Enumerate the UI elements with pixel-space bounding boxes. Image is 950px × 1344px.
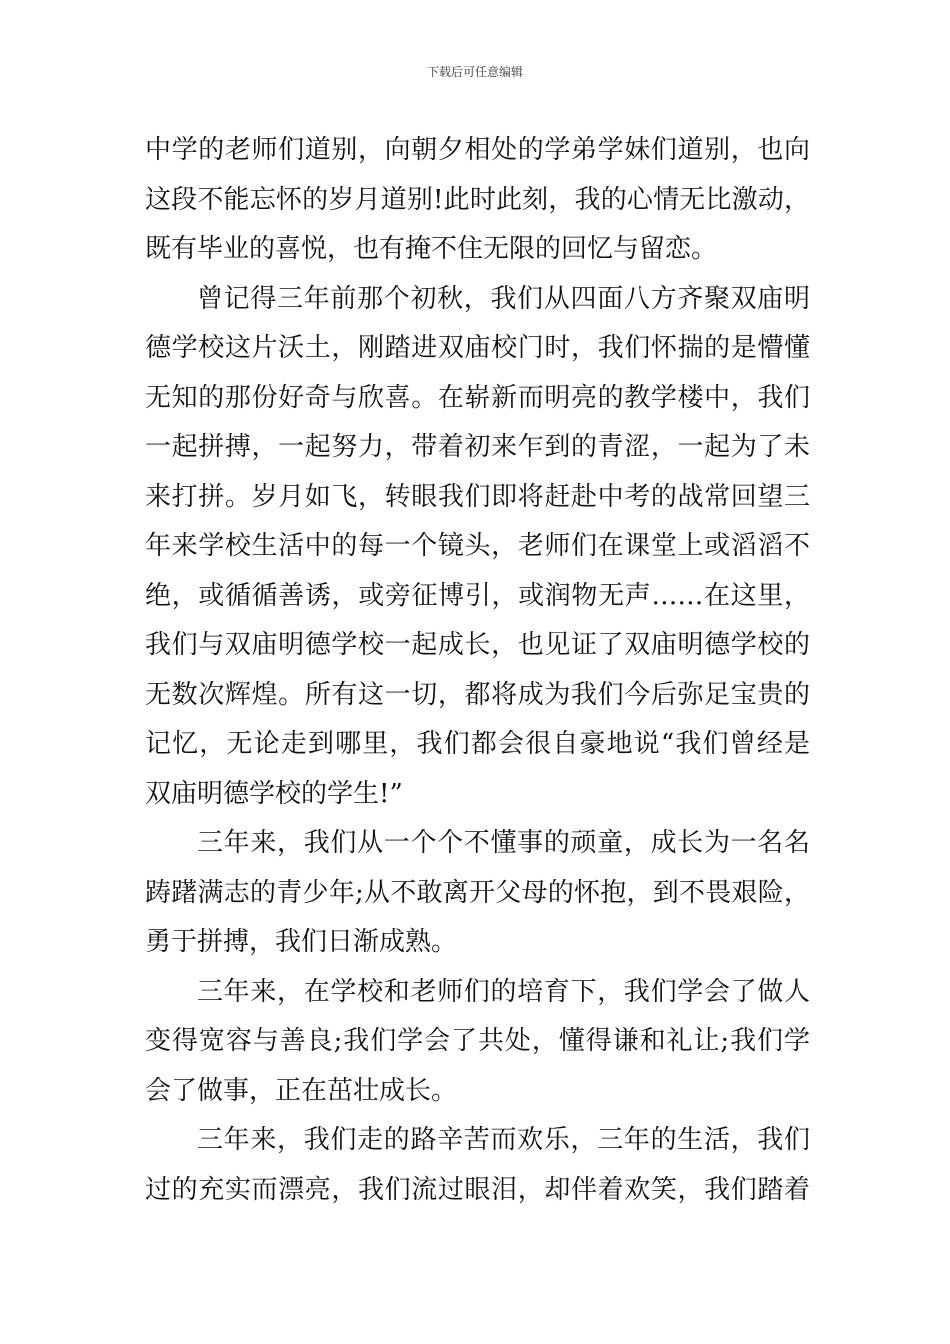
paragraph — [145, 968, 810, 1117]
text-line: 双庙明德学校的学生!” — [145, 778, 403, 809]
paragraph — [145, 126, 810, 275]
text-line: 曾记得三年前那个初秋，我们从四面八方齐聚双庙明 — [197, 283, 810, 314]
text-line: 我们与双庙明德学校一起成长，也见证了双庙明德学校的 — [145, 630, 810, 660]
text-line: 德学校这片沃土，刚踏进双庙校门时，我们怀揣的是懵懂 — [145, 333, 810, 363]
text-line: 变得宽容与善良;我们学会了共处，懂得谦和礼让;我们学 — [145, 1026, 810, 1056]
text-line: 年来学校生活中的每一个镜头，老师们在课堂上或滔滔不 — [145, 531, 810, 561]
text-line: 既有毕业的喜悦，也有掩不住无限的回忆与留恋。 — [145, 234, 718, 264]
page-header: 下载后可任意编辑 — [426, 65, 523, 79]
paragraph — [145, 819, 810, 968]
paragraph — [145, 275, 810, 820]
paragraph — [145, 1116, 810, 1215]
text-line: 记忆，无论走到哪里，我们都会很自豪地说“我们曾经是 — [145, 729, 810, 759]
text-line: 勇于拼搏，我们日渐成熟。 — [145, 927, 458, 957]
text-line: 绝，或循循善诱，或旁征博引，或润物无声……在这里， — [145, 580, 810, 611]
text-line: 踌躇满志的青少年;从不敢离开父母的怀抱，到不畏艰险， — [145, 877, 810, 908]
text-line: 三年来，我们走的路辛苦而欢乐，三年的生活，我们 — [197, 1125, 810, 1155]
text-line: 中学的老师们道别，向朝夕相处的学弟学妹们道别，也向 — [145, 135, 810, 165]
text-line: 无数次辉煌。所有这一切，都将成为我们今后弥足宝贵的 — [145, 679, 810, 710]
text-line: 会了做事，正在茁壮成长。 — [145, 1075, 458, 1106]
text-line: 无知的那份好奇与欣喜。在崭新而明亮的教学楼中，我们 — [145, 382, 810, 413]
text-line: 三年来，在学校和老师们的培育下，我们学会了做人 — [197, 976, 810, 1007]
text-line: 三年来，我们从一个个不懂事的顽童，成长为一名名 — [197, 828, 810, 858]
text-line: 过的充实而漂亮，我们流过眼泪，却伴着欢笑，我们踏着 — [145, 1174, 810, 1205]
text-line: 这段不能忘怀的岁月道别!此时此刻，我的心情无比激动， — [145, 184, 810, 215]
text-line: 一起拼搏，一起努力，带着初来乍到的青涩，一起为了未 — [145, 432, 810, 462]
document-body — [145, 126, 810, 1215]
text-line: 来打拼。岁月如飞，转眼我们即将赶赴中考的战常回望三 — [145, 481, 810, 512]
